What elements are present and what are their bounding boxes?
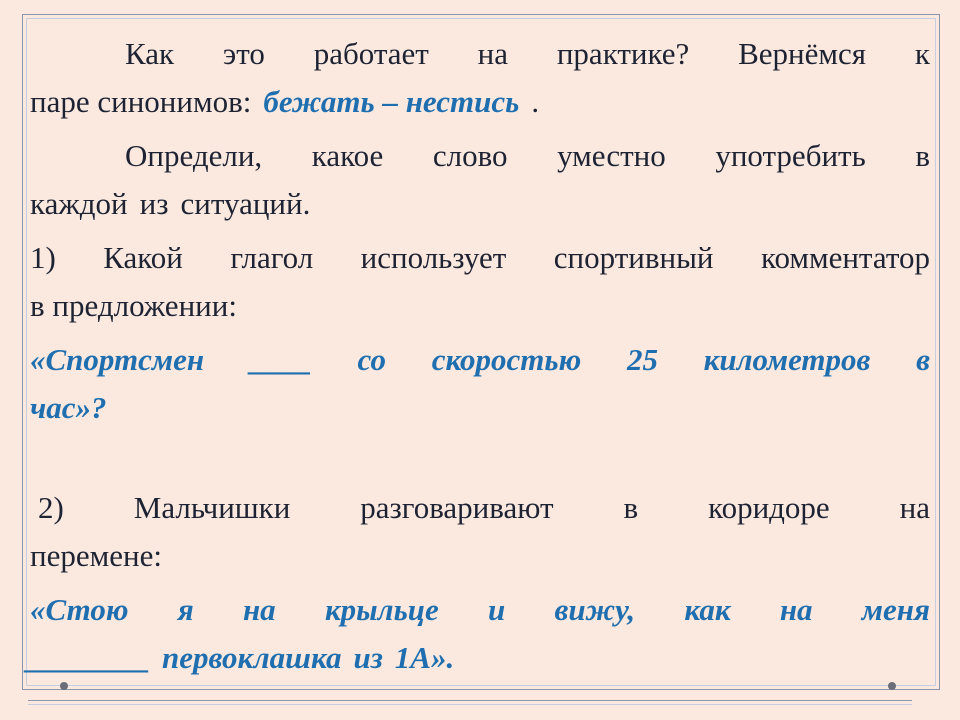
word: Как — [125, 36, 175, 71]
word: на — [242, 592, 276, 627]
word: уместно — [557, 138, 666, 173]
word: Какой — [103, 240, 183, 275]
word: разговаривают — [360, 490, 554, 525]
text: в предложении: — [30, 288, 237, 323]
text: перемене: — [30, 538, 162, 573]
corner-dot-right — [888, 682, 896, 690]
word: и — [488, 592, 506, 627]
word: «Спортсмен — [30, 342, 205, 377]
word: на — [779, 592, 813, 627]
word: 2) — [38, 490, 64, 525]
paragraph-2-line-2 — [30, 180, 930, 228]
word: на — [899, 490, 930, 525]
word: Мальчишки — [133, 490, 291, 525]
question-2-line-2 — [30, 532, 930, 580]
word: какое — [311, 138, 384, 173]
word: к — [914, 36, 930, 71]
sentence-2-line-1 — [30, 586, 930, 634]
word: Вернёмся — [738, 36, 867, 71]
bottom-rule — [28, 700, 912, 701]
paragraph-1-line-1 — [30, 30, 930, 78]
word: Определи, — [125, 138, 263, 173]
word: в — [916, 342, 930, 377]
word: практике? — [556, 36, 690, 71]
blank: ________ — [26, 640, 150, 675]
word: спортивный — [553, 240, 714, 275]
question-1-line-2 — [30, 282, 930, 330]
bottom-rule-thin — [28, 704, 912, 705]
text: паре синонимов: — [30, 84, 252, 119]
word: 25 — [626, 342, 658, 377]
word: 1) — [30, 240, 56, 275]
word: коридоре — [708, 490, 830, 525]
slide-content — [26, 30, 930, 682]
word: работает — [313, 36, 429, 71]
word: ситуаций. — [180, 186, 311, 221]
paragraph-1-line-2 — [30, 78, 930, 126]
sentence-2-line-2 — [26, 634, 930, 682]
word: 1А». — [394, 640, 455, 675]
word: «Стою — [30, 592, 129, 627]
word: первоклашка — [162, 640, 342, 675]
word: из — [353, 640, 383, 675]
question-1-line-1 — [30, 234, 930, 282]
word: глагол — [230, 240, 314, 275]
word: в — [915, 138, 930, 173]
question-2-line-1 — [30, 484, 930, 532]
paragraph-2-line-1 — [30, 132, 930, 180]
word: я — [177, 592, 194, 627]
sentence-1-line-2 — [30, 384, 930, 432]
period: . — [531, 84, 540, 119]
word: километров — [703, 342, 871, 377]
word: комментатор — [760, 240, 930, 275]
word: использует — [360, 240, 507, 275]
text: час»? — [30, 390, 107, 425]
word: меня — [861, 592, 930, 627]
synonym-pair-text: бежать – нестись — [263, 84, 520, 119]
sentence-1-line-1 — [30, 336, 930, 384]
corner-dot-left — [60, 682, 68, 690]
word: как — [684, 592, 731, 627]
word: со — [357, 342, 387, 377]
word: на — [477, 36, 509, 71]
word: крыльце — [324, 592, 439, 627]
word: из — [139, 186, 169, 221]
word: вижу, — [554, 592, 636, 627]
word: слово — [432, 138, 508, 173]
word: каждой — [30, 186, 128, 221]
word: скоростью — [431, 342, 582, 377]
word: это — [222, 36, 265, 71]
blank: ____ — [249, 342, 312, 377]
word: в — [623, 490, 639, 525]
synonym-pair — [263, 78, 551, 126]
word: употребить — [715, 138, 866, 173]
